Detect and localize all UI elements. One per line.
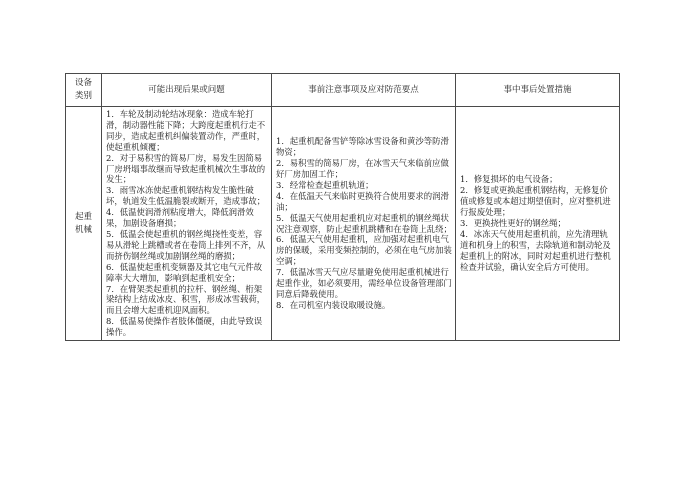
- hazard-measures-table: [65, 73, 620, 341]
- header-consequences: 可能出现后果或问题: [102, 74, 272, 107]
- cell-precautions: [272, 107, 456, 341]
- consequence-item: 2．对于易积雪的简易厂房，易发生因简易厂房坍塌事故继而导致起重机械次生事故的发生；: [106, 152, 266, 185]
- cell-category: 起重 机械: [66, 107, 102, 341]
- consequence-item: 8．低温易使操作者肢体僵硬，由此导致误操作。: [106, 316, 263, 338]
- handling-item: 3．更换挠性更好的钢丝绳；: [460, 218, 566, 229]
- consequence-item: 6．低温使起重机变频器及其它电气元件故障率大大增加，影响到起重机安全；: [106, 261, 263, 283]
- consequence-item: 3．雨雪冰冻使起重机钢结构发生脆性破坏，轨道发生低温脆裂或断开，造成事故；: [106, 185, 266, 207]
- precaution-item: 5．低温天气使用起重机应对起重机的钢丝绳状况注意观察，防止起重机跳槽和在卷筒上乱绕；: [276, 212, 452, 234]
- cell-handling: [456, 107, 620, 341]
- table-header-row: [66, 74, 620, 107]
- header-precautions: 事前注意事项及应对防范要点: [272, 74, 456, 107]
- handling-item: 2．修复或更换起重机钢结构，无修复价值或修复或本超过期望值时，应对整机进行报废处理；: [460, 185, 611, 218]
- precaution-item: 8．在司机室内装设取暖设施。: [276, 299, 391, 310]
- precaution-item: 1．起重机配备雪铲等除冰雪设备和黄沙等防滑物资；: [276, 136, 449, 158]
- handling-item: 1．修复损坏的电气设备；: [460, 174, 558, 185]
- handling-item: 4．冰冻天气使用起重机前，应先清理轨道和机身上的积雪，去除轨道和制动轮及起重机上的附冰，同时对起重机进行整机检查并试验，确认安全后方可使用。: [460, 228, 611, 272]
- precaution-item: 3．经常检查起重机轨道；: [276, 179, 374, 190]
- precaution-item: 4．在低温天气来临时更换符合使用要求的润滑油；: [276, 190, 449, 212]
- consequence-item: 7．在臂架类起重机的拉杆、钢丝绳、桁架梁结构上结成冰皮、积雪，形成冰雪载荷，而且会增大起重机迎风面积。: [106, 283, 266, 316]
- consequence-item: 4．低温使润滑剂粘度增大，降低润滑效果，加剧设备磨损；: [106, 207, 254, 229]
- precaution-item: 7．低温冰雪天气应尽量避免使用起重机械进行起重作业，如必须要用，需经单位设备管理部门同意后降载使用。: [276, 267, 452, 299]
- header-handling: 事中事后处置措施: [456, 74, 620, 107]
- header-category: 设备 类别: [66, 74, 102, 107]
- consequence-item: 1．车轮及制动轮结冰现象：造成车轮打滑，制动器性能下降；大跨度起重机行走不同步，造成起重机纠偏装置动作，严重时，使起重机倾覆；: [106, 109, 266, 152]
- cell-consequences: [102, 107, 272, 341]
- precaution-item: 2．易积雪的简易厂房，在冰雪天气来临前应做好厂房加固工作；: [276, 158, 449, 179]
- table-row: [66, 107, 620, 341]
- precaution-item: 6．低温天气使用起重机，应加强对起重机电气房的保暖，采用变频控制的，必须在电气房加装空调；: [276, 234, 452, 267]
- consequence-item: 5．低温会使起重机的钢丝绳挠性变差，容易从滑轮上跳槽或者在卷筒上排列不齐，从而挤伤钢丝绳或加剧钢丝绳的磨损；: [106, 228, 266, 261]
